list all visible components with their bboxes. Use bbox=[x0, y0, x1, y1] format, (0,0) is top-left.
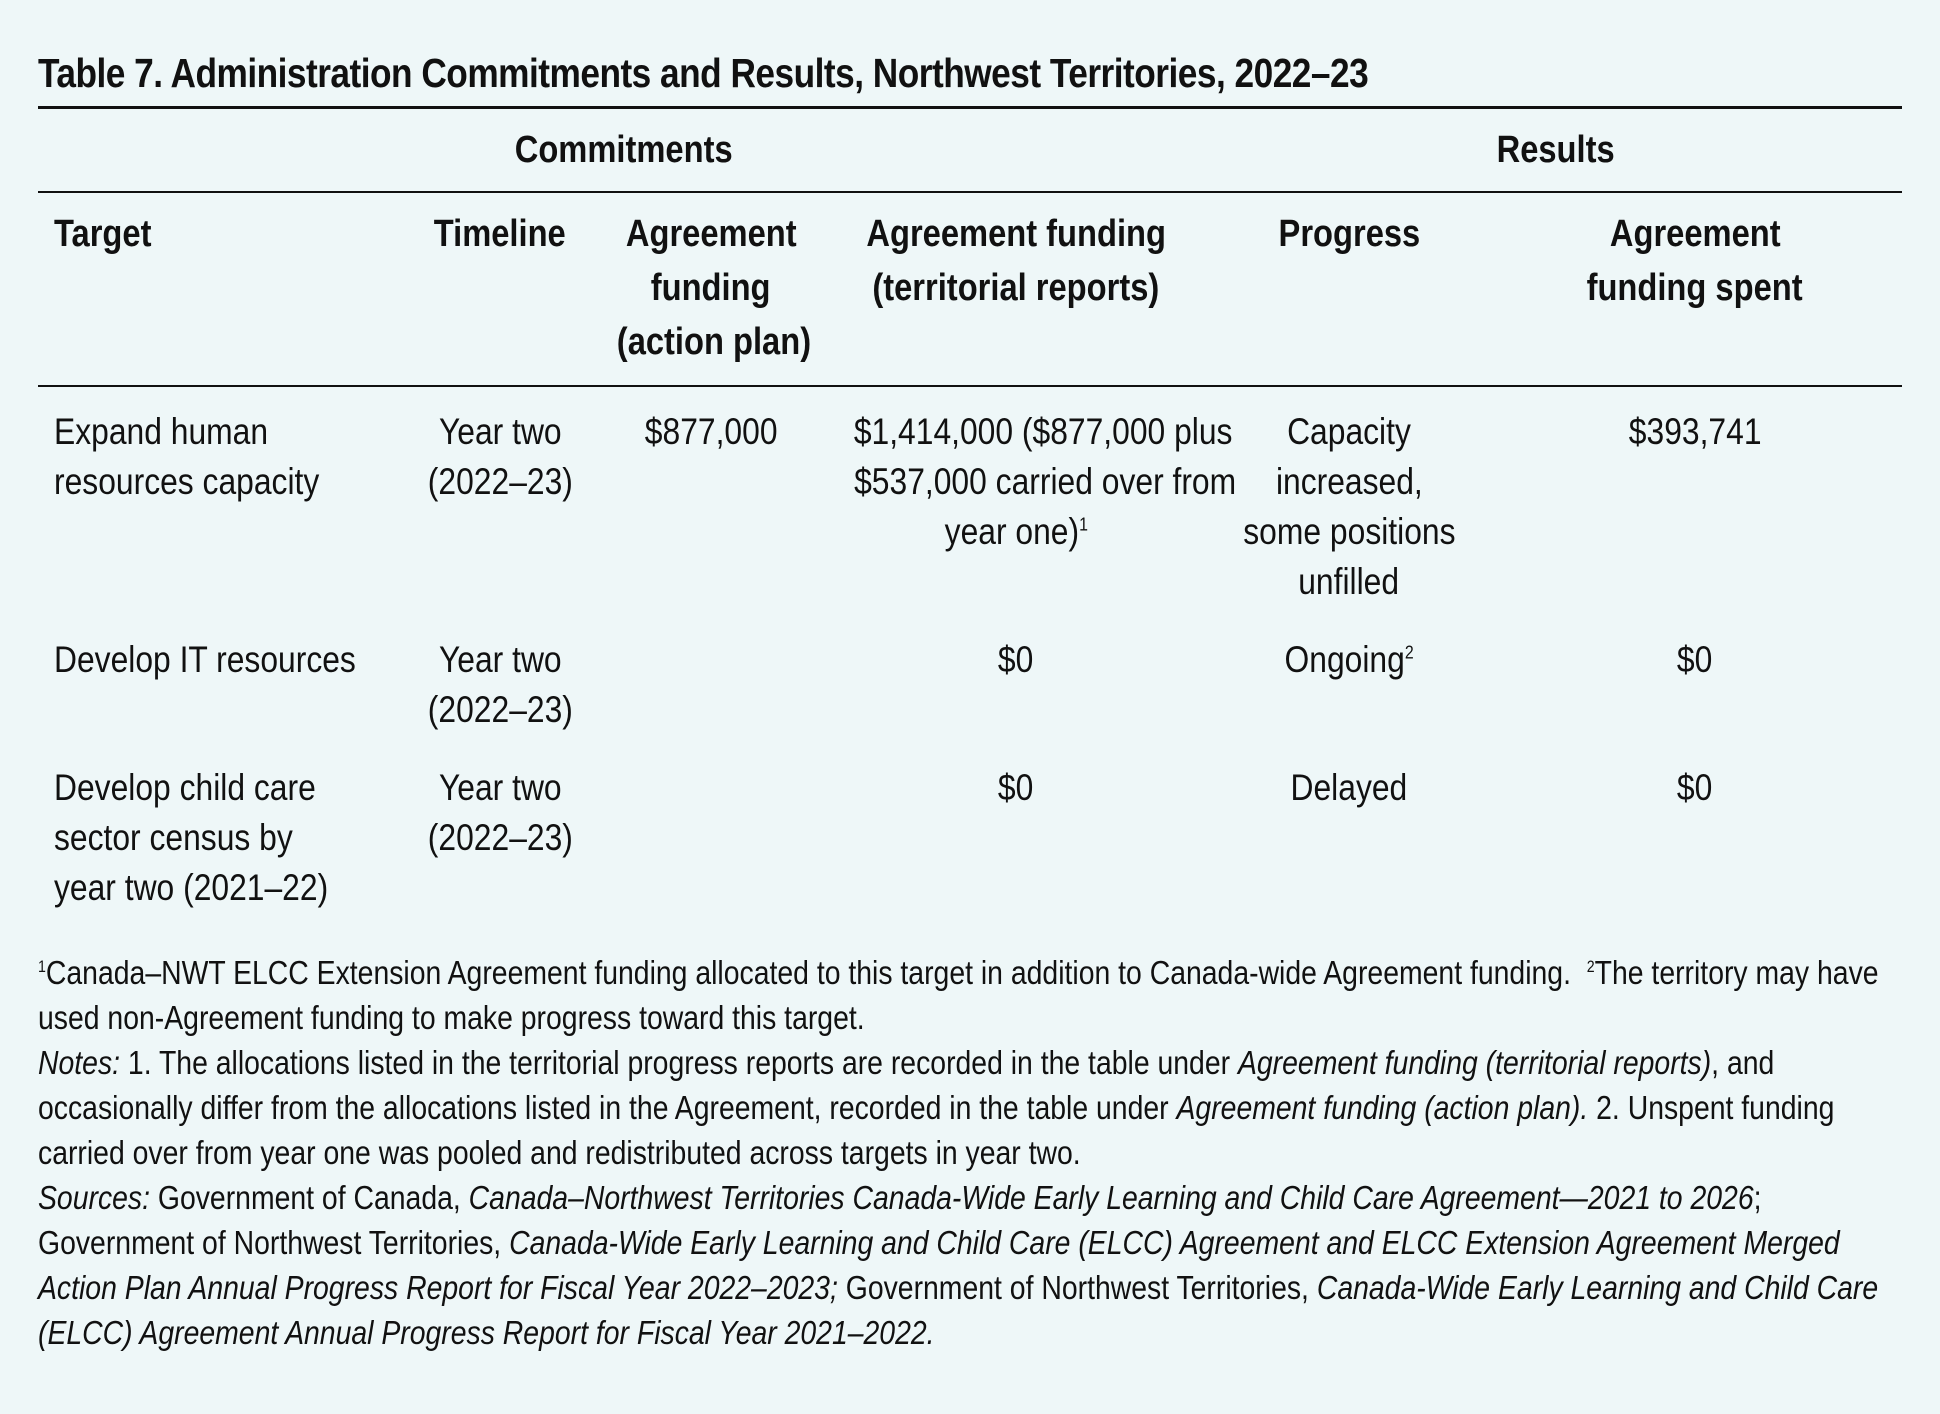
cell-funding-spent: $0 bbox=[1677, 639, 1713, 680]
footnotes: $^1$Canada–NWT ELCC Extension Agreement funding allocated to this target in addition to Canada-wide Agreement funding. $^2$The territory may have used non-Agreement funding to make progress toward this target. bbox=[38, 954, 1879, 1036]
table-row bbox=[38, 743, 1902, 921]
col-target: Target bbox=[38, 192, 400, 386]
commitments-results-table bbox=[38, 109, 1902, 921]
cell-funding-spent: $0 bbox=[1677, 767, 1713, 808]
table-figure bbox=[38, 44, 1902, 921]
cell-funding-spent: $393,741 bbox=[1628, 411, 1762, 452]
col-funding-spent: Agreement funding spent bbox=[1488, 192, 1902, 386]
cell-funding-territorial: $0 bbox=[998, 767, 1034, 808]
col-funding-action-plan: Agreement funding (action plan) bbox=[600, 192, 822, 386]
sources: Sources: Government of Canada, Canada–Northwest Territories Canada-Wide Early Learning and Child Care Agreement—2021 to 2026; Government of Northwest Territories, Canada-Wide Early Learning and Child Care (ELCC) Agreement and ELCC Extension Agreement Merged Action Plan Annual Progress Report for Fiscal Year 2022–2023; Government of Northwest Territories, Canada-Wide Early Learning and Child Care (ELCC) Agreement Annual Progress Report for Fiscal Year 2021–2022. bbox=[38, 1179, 1879, 1351]
cell-progress: Capacity increased, some positions unfilled bbox=[1242, 411, 1456, 602]
cell-funding-territorial: $0 bbox=[998, 639, 1034, 680]
group-commitments: Commitments bbox=[38, 109, 1210, 192]
notes: Notes: 1. The allocations listed in the territorial progress reports are recorded in the table under Agreement funding (territorial reports), and occasionally differ from the allocations listed in the Agreement, recorded in the table under Agreement funding (action plan). 2. Unspent funding carried over from year one was pooled and redistributed across targets in year two. bbox=[38, 1044, 1835, 1171]
cell-progress: Delayed bbox=[1290, 767, 1408, 808]
table-row bbox=[38, 386, 1902, 615]
table-row bbox=[38, 615, 1902, 743]
column-header-row bbox=[38, 192, 1902, 386]
cell-funding-action-plan bbox=[600, 615, 822, 743]
footnote-ref-2: 2 bbox=[1404, 641, 1414, 663]
cell-target: Develop IT resources bbox=[54, 639, 356, 680]
cell-funding-action-plan bbox=[600, 743, 822, 921]
col-progress: Progress bbox=[1210, 192, 1488, 386]
col-funding-territorial: Agreement funding (territorial reports) bbox=[822, 192, 1210, 386]
table-footer bbox=[38, 950, 1896, 1355]
cell-funding-territorial: $1,414,000 ($877,000 plus $537,000 carried over from year one)$^1$ bbox=[853, 411, 1237, 552]
cell-timeline: Year two (2022–23) bbox=[427, 767, 573, 858]
footnote-ref-1: 1 bbox=[1078, 513, 1088, 535]
cell-target: Expand human resources capacity bbox=[54, 411, 320, 502]
cell-timeline: Year two (2022–23) bbox=[427, 411, 573, 502]
col-timeline: Timeline bbox=[400, 192, 600, 386]
table-title: Table 7. Administration Commitments and Results, Northwest Territories, 2022–23 bbox=[38, 50, 1369, 96]
cell-progress: Ongoing$^2$ bbox=[1284, 639, 1414, 680]
cell-funding-action-plan: $877,000 bbox=[644, 411, 778, 452]
cell-target: Develop child care sector census by year two (2021–22) bbox=[54, 767, 329, 908]
cell-timeline: Year two (2022–23) bbox=[427, 639, 573, 730]
group-header-row bbox=[38, 109, 1902, 192]
group-results: Results bbox=[1210, 109, 1902, 192]
